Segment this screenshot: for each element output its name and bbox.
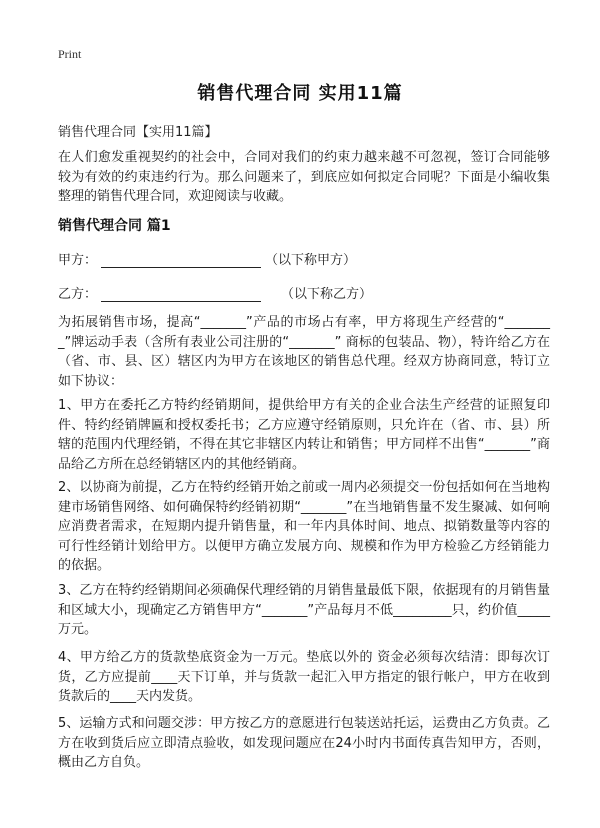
clause-3: 3、乙方在特约经销期间必须确保代理经销的月销售量最低下限，依据现有的月销售量和区域大小，现确定乙方销售甲方“_______”产品每月不低_________只，约价值_____万元。 (58, 583, 550, 637)
clause-1: 1、甲方在委托乙方特约经销期间，提供给甲方有关的企业合法生产经营的证照复印件、特约经销牌匾和授权委托书；乙方应遵守经销原则，只允许在（省、市、县）所辖的范围内代理经销，不得在其它非辖区内转让和销售；甲方同样不出售“_______”商品给乙方所在总经销辖区内的其他经销商。 (58, 398, 550, 472)
page-title: 销售代理合同 实用11篇 (197, 83, 403, 104)
clause-2: 2、以协商为前提，乙方在特约经销开始之前或一周内必须提交一份包括如何在当地构建市场销售网络、如何确保特约经销初期“_______”在当地销售量不发生聚减、如何响应消费者需求，在短期内提升销售量，和一年内具体时间、地点、拟销数量等内容的可行性经销计划给甲方。以便甲方确立发展方向、规模和作为甲方检验乙方经销能力的依据。 (58, 480, 550, 573)
clause-preamble: 为拓展销售市场，提高“_______”产品的市场占有率，甲方将现生产经营的“________”牌运动手表（含所有表业公司注册的“_______” 商标的包装品、物），特许给乙方在 （省、市、县、区）辖区内为甲方在该地区的销售总代理。经双方协商同意，特订立如下协议： (58, 315, 550, 389)
clause-4: 4、甲方给乙方的货款垫底资金为一万元。垫底以外的 资金必须每次结清：即每次订货，乙方应提前____天下订单，并与货款一起汇入甲方指定的银行帐户，甲方在收到货款后的____天内发货。 (58, 650, 550, 704)
print-label: Print (58, 47, 82, 61)
intro-paragraph: 在人们愈发重视契约的社会中，合同对我们的约束力越来越不可忽视，签订合同能够较为有效的约束违约行为。那么问题来了，到底应如何拟定合同呢？下面是小编收集整理的销售代理合同，欢迎阅读与收藏。 (58, 150, 550, 204)
party-a-suffix: （以下称甲方） (265, 253, 357, 268)
section-heading: 销售代理合同 篇1 (58, 218, 171, 234)
party-a-label: 甲方： (58, 253, 98, 268)
document-subtitle: 销售代理合同【实用11篇】 (58, 125, 218, 140)
party-b-suffix: （以下称乙方） (281, 287, 373, 302)
party-a-line (58, 249, 356, 268)
party-b-label: 乙方： (58, 287, 98, 302)
clause-5: 5、运输方式和问题交涉：甲方按乙方的意愿进行包装送站托运，运费由乙方负责。乙方在收到货后应立即清点验收，如发现问题应在24小时内书面传真告知甲方，否则，概由乙方自负。 (58, 716, 550, 770)
party-a-blank (101, 253, 261, 268)
party-b-blank (101, 287, 261, 302)
party-b-line (58, 283, 372, 302)
